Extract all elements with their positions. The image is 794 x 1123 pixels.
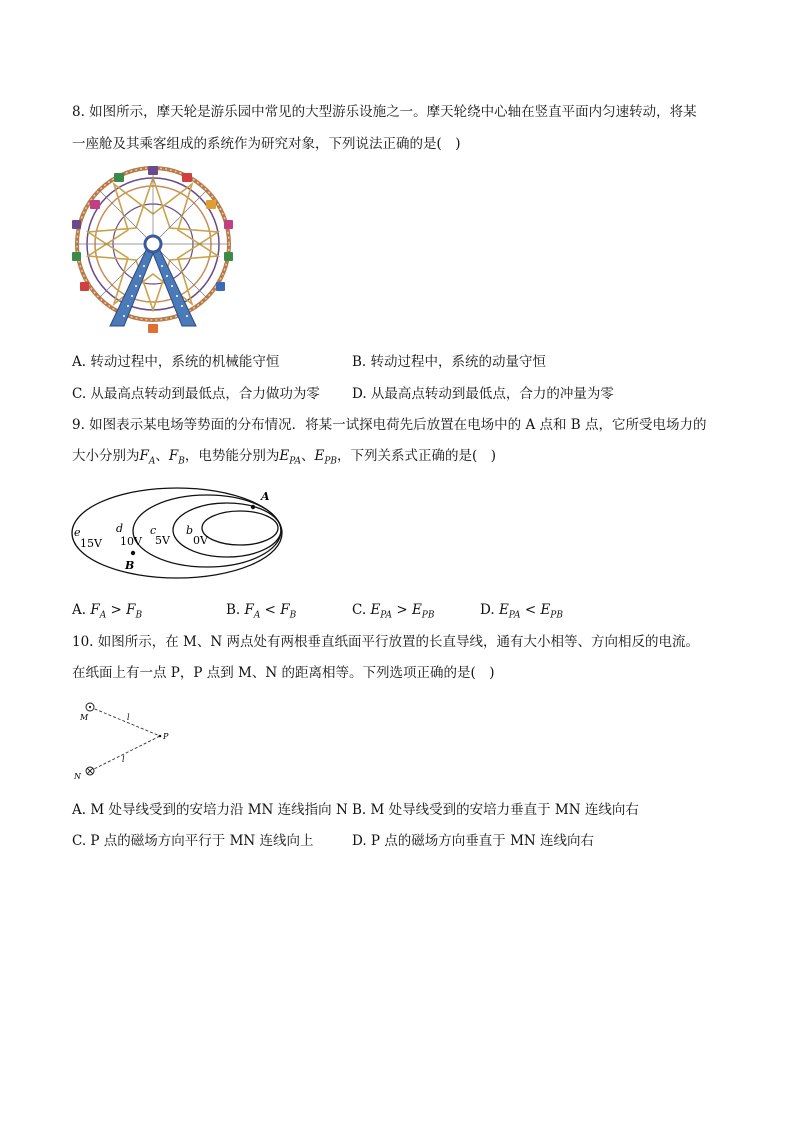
q8-option-a[interactable]: A. 转动过程中，系统的机械能守恒 bbox=[72, 354, 280, 370]
q9-stem-line2: 大小分别为$F_A$、$F_B$，电势能分别为$E_{PA}$、$E_{PB}$，下列关系式正确的是( ) bbox=[72, 448, 497, 467]
ferris-wheel-figure bbox=[70, 166, 240, 334]
q8-option-c[interactable]: C. 从最高点转动到最低点，合力做功为零 bbox=[72, 386, 320, 402]
label-e: e bbox=[74, 526, 81, 539]
potential-10v: 10V bbox=[120, 535, 142, 548]
q8-stem-line2: 一座舱及其乘客组成的系统作为研究对象，下列说法正确的是( ) bbox=[72, 136, 461, 152]
label-point-a: A bbox=[261, 490, 270, 503]
wires-figure bbox=[74, 698, 184, 783]
q8-stem-line1: 8. 如图所示，摩天轮是游乐园中常见的大型游乐设施之一。摩天轮绕中心轴在竖直平面内匀速转动，将某 bbox=[72, 104, 697, 120]
label-l-upper: l bbox=[127, 713, 130, 722]
label-point-b: B bbox=[125, 559, 135, 572]
q9-stem-line1: 9. 如图表示某电场等势面的分布情况．将某一试探电荷先后放置在电场中的 A 点和 B 点，它所受电场力的 bbox=[72, 417, 707, 433]
point-b-dot bbox=[131, 551, 135, 555]
q10-option-b[interactable]: B. M 处导线受到的安培力垂直于 MN 连线向右 bbox=[352, 802, 639, 818]
potential-0v: 0V bbox=[193, 534, 208, 547]
q9-option-b[interactable]: B. $F_A < F_B$ bbox=[226, 602, 297, 621]
surface-b bbox=[202, 511, 278, 545]
potential-15v: 15V bbox=[80, 537, 102, 550]
label-d: d bbox=[116, 522, 124, 535]
point-p-dot bbox=[159, 735, 162, 738]
label-p: P bbox=[163, 732, 169, 741]
label-c: c bbox=[150, 524, 157, 537]
q9-option-c[interactable]: C. $E_{PA} > E_{PB}$ bbox=[352, 602, 435, 621]
q9-option-d[interactable]: D. $E_{PA} < E_{PB}$ bbox=[480, 602, 563, 621]
equipotential-figure bbox=[70, 484, 285, 584]
q10-stem-line1: 10. 如图所示，在 M、N 两点处有两根垂直纸面平行放置的长直导线，通有大小相等、方向相反的电流。 bbox=[72, 634, 699, 650]
q10-stem-line2: 在纸面上有一点 P，P 点到 M、N 的距离相等。下列选项正确的是( ) bbox=[72, 665, 495, 681]
q10-option-d[interactable]: D. P 点的磁场方向垂直于 MN 连线向右 bbox=[352, 833, 595, 849]
q9-option-a[interactable]: A. $F_A > F_B$ bbox=[72, 602, 143, 621]
label-l-lower: l bbox=[122, 755, 125, 764]
point-a-dot bbox=[251, 505, 255, 509]
q10-option-a[interactable]: A. M 处导线受到的安培力沿 MN 连线指向 N bbox=[72, 802, 348, 818]
label-b: b bbox=[186, 524, 194, 537]
label-n: N bbox=[74, 772, 81, 781]
label-m: M bbox=[80, 713, 89, 722]
q10-option-c[interactable]: C. P 点的磁场方向平行于 MN 连线向上 bbox=[72, 833, 314, 849]
q8-option-d[interactable]: D. 从最高点转动到最低点，合力的冲量为零 bbox=[352, 386, 614, 402]
potential-5v: 5V bbox=[155, 534, 170, 547]
q8-option-b[interactable]: B. 转动过程中，系统的动量守恒 bbox=[352, 354, 547, 370]
